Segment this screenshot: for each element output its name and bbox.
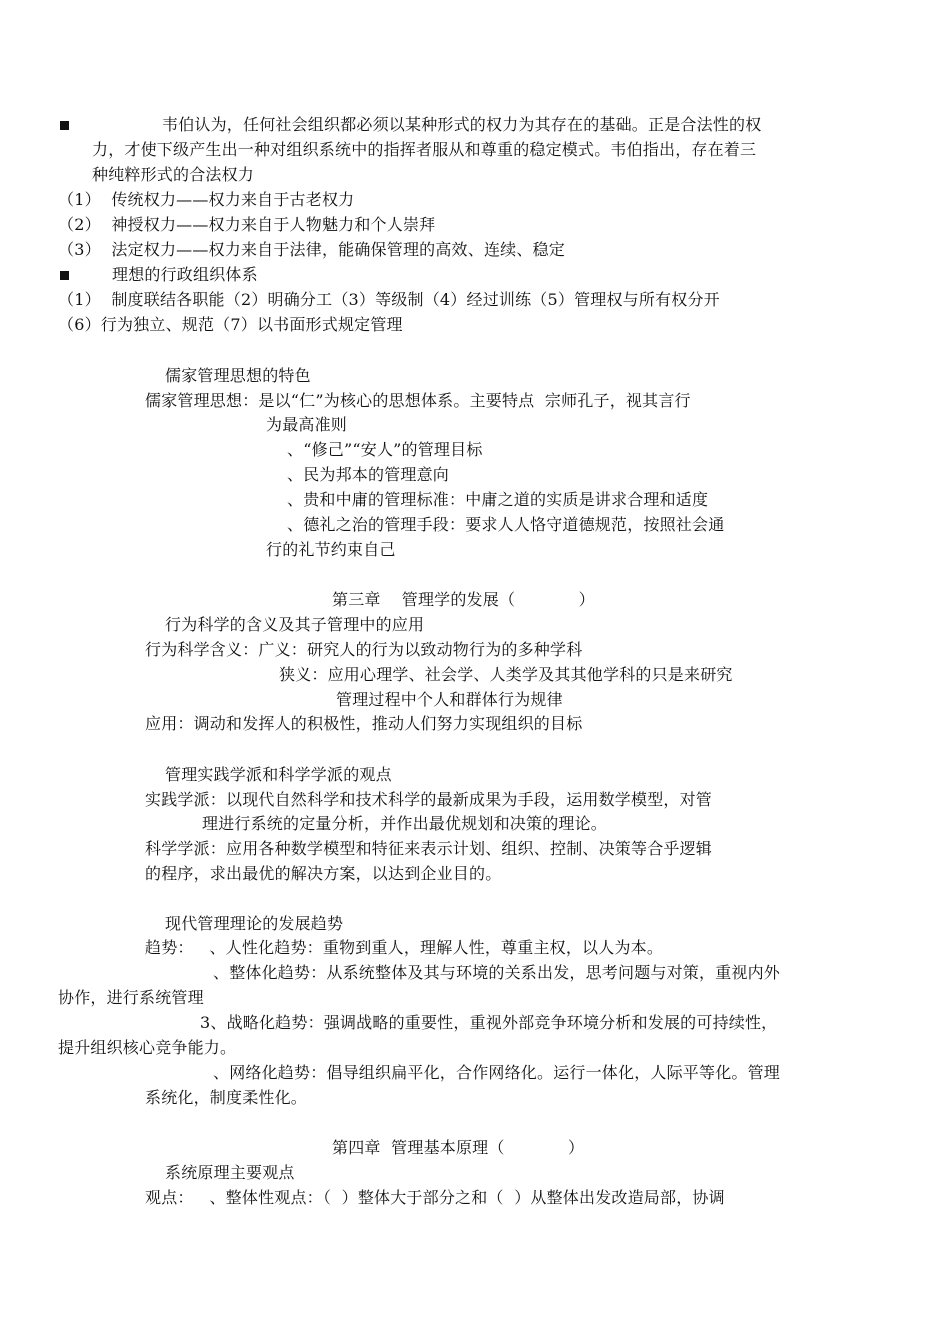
bullet-square-icon	[60, 121, 69, 130]
section-heading: 行为科学的含义及其子管理中的应用	[165, 615, 425, 634]
paragraph-line: 、网络化趋势：倡导组织扁平化，合作网络化。运行一体化，人际平等化。管理	[213, 1063, 781, 1082]
bullet-square-icon	[60, 271, 69, 280]
paragraph-line: 的程序，求出最优的解决方案，以达到企业目的。	[145, 864, 502, 883]
list-item: 、民为邦本的管理意向	[287, 465, 450, 484]
list-item: （3） 法定权力——权力来自于法律，能确保管理的高效、连续、稳定	[58, 240, 565, 259]
paragraph-line: 儒家管理思想：是以“仁”为核心的思想体系。主要特点 宗师孔子，视其言行	[145, 391, 691, 410]
paragraph-line: 趋势： 、人性化趋势：重物到重人，理解人性，尊重主权，以人为本。	[145, 938, 664, 957]
list-item: 、“修己”“安人”的管理目标	[287, 440, 483, 459]
paragraph-line: 行为科学含义：广义：研究人的行为以致动物行为的多种学科	[145, 640, 583, 659]
paragraph-line: 观点： 、整体性观点：（ ）整体大于部分之和（ ）从整体出发改造局部，协调	[145, 1188, 725, 1207]
paragraph-line: 实践学派：以现代自然科学和技术科学的最新成果为手段，运用数学模型，对管	[145, 790, 713, 809]
paragraph-line: 提升组织核心竞争能力。	[58, 1038, 237, 1057]
weber-paragraph-line: 力，才使下级产生出一种对组织系统中的指挥者服从和尊重的稳定模式。韦伯指出，存在着三	[92, 140, 757, 159]
weber-paragraph-line: 韦伯认为，任何社会组织都必须以某种形式的权力为其存在的基础。正是合法性的权	[162, 115, 762, 134]
paragraph-line: 理进行系统的定量分析，并作出最优规划和决策的理论。	[202, 814, 608, 833]
list-item: （6）行为独立、规范（7）以书面形式规定管理	[58, 315, 403, 334]
section-heading: 系统原理主要观点	[165, 1163, 295, 1182]
paragraph-line: 系统化，制度柔性化。	[145, 1088, 308, 1107]
chapter-title: 第四章 管理基本原理（ ）	[332, 1138, 585, 1157]
section-heading: 理想的行政组织体系	[112, 265, 258, 284]
paragraph-line: 应用：调动和发挥人的积极性，推动人们努力实现组织的目标	[145, 714, 583, 733]
list-item: （1） 传统权力——权力来自于古老权力	[58, 190, 355, 209]
paragraph-line: 狭义：应用心理学、社会学、人类学及其其他学科的只是来研究	[279, 665, 733, 684]
section-heading: 儒家管理思想的特色	[165, 366, 311, 385]
list-item: （1） 制度联结各职能（2）明确分工（3）等级制（4）经过训练（5）管理权与所有权分开	[58, 290, 720, 309]
paragraph-line: 协作，进行系统管理	[58, 988, 204, 1007]
list-item: 、德礼之治的管理手段：要求人人恪守道德规范，按照社会通	[287, 515, 725, 534]
list-item: 行的礼节约束自己	[266, 540, 396, 559]
paragraph-line: 为最高准则	[266, 415, 348, 434]
chapter-title: 第三章 管理学的发展（ ）	[332, 590, 595, 609]
list-item: 、贵和中庸的管理标准：中庸之道的实质是讲求合理和适度	[287, 490, 709, 509]
paragraph-line: 科学学派：应用各种数学模型和特征来表示计划、组织、控制、决策等合乎逻辑	[145, 839, 713, 858]
paragraph-line: 管理过程中个人和群体行为规律	[336, 690, 563, 709]
section-heading: 管理实践学派和科学学派的观点	[165, 765, 392, 784]
paragraph-line: 、整体化趋势：从系统整体及其与环境的关系出发，思考问题与对策，重视内外	[213, 963, 781, 982]
paragraph-line: 3、战略化趋势：强调战略的重要性，重视外部竞争环境分析和发展的可持续性，	[200, 1013, 778, 1032]
list-item: （2） 神授权力——权力来自于人物魅力和个人崇拜	[58, 215, 436, 234]
weber-paragraph-line: 种纯粹形式的合法权力	[92, 165, 255, 184]
section-heading: 现代管理理论的发展趋势	[165, 914, 344, 933]
